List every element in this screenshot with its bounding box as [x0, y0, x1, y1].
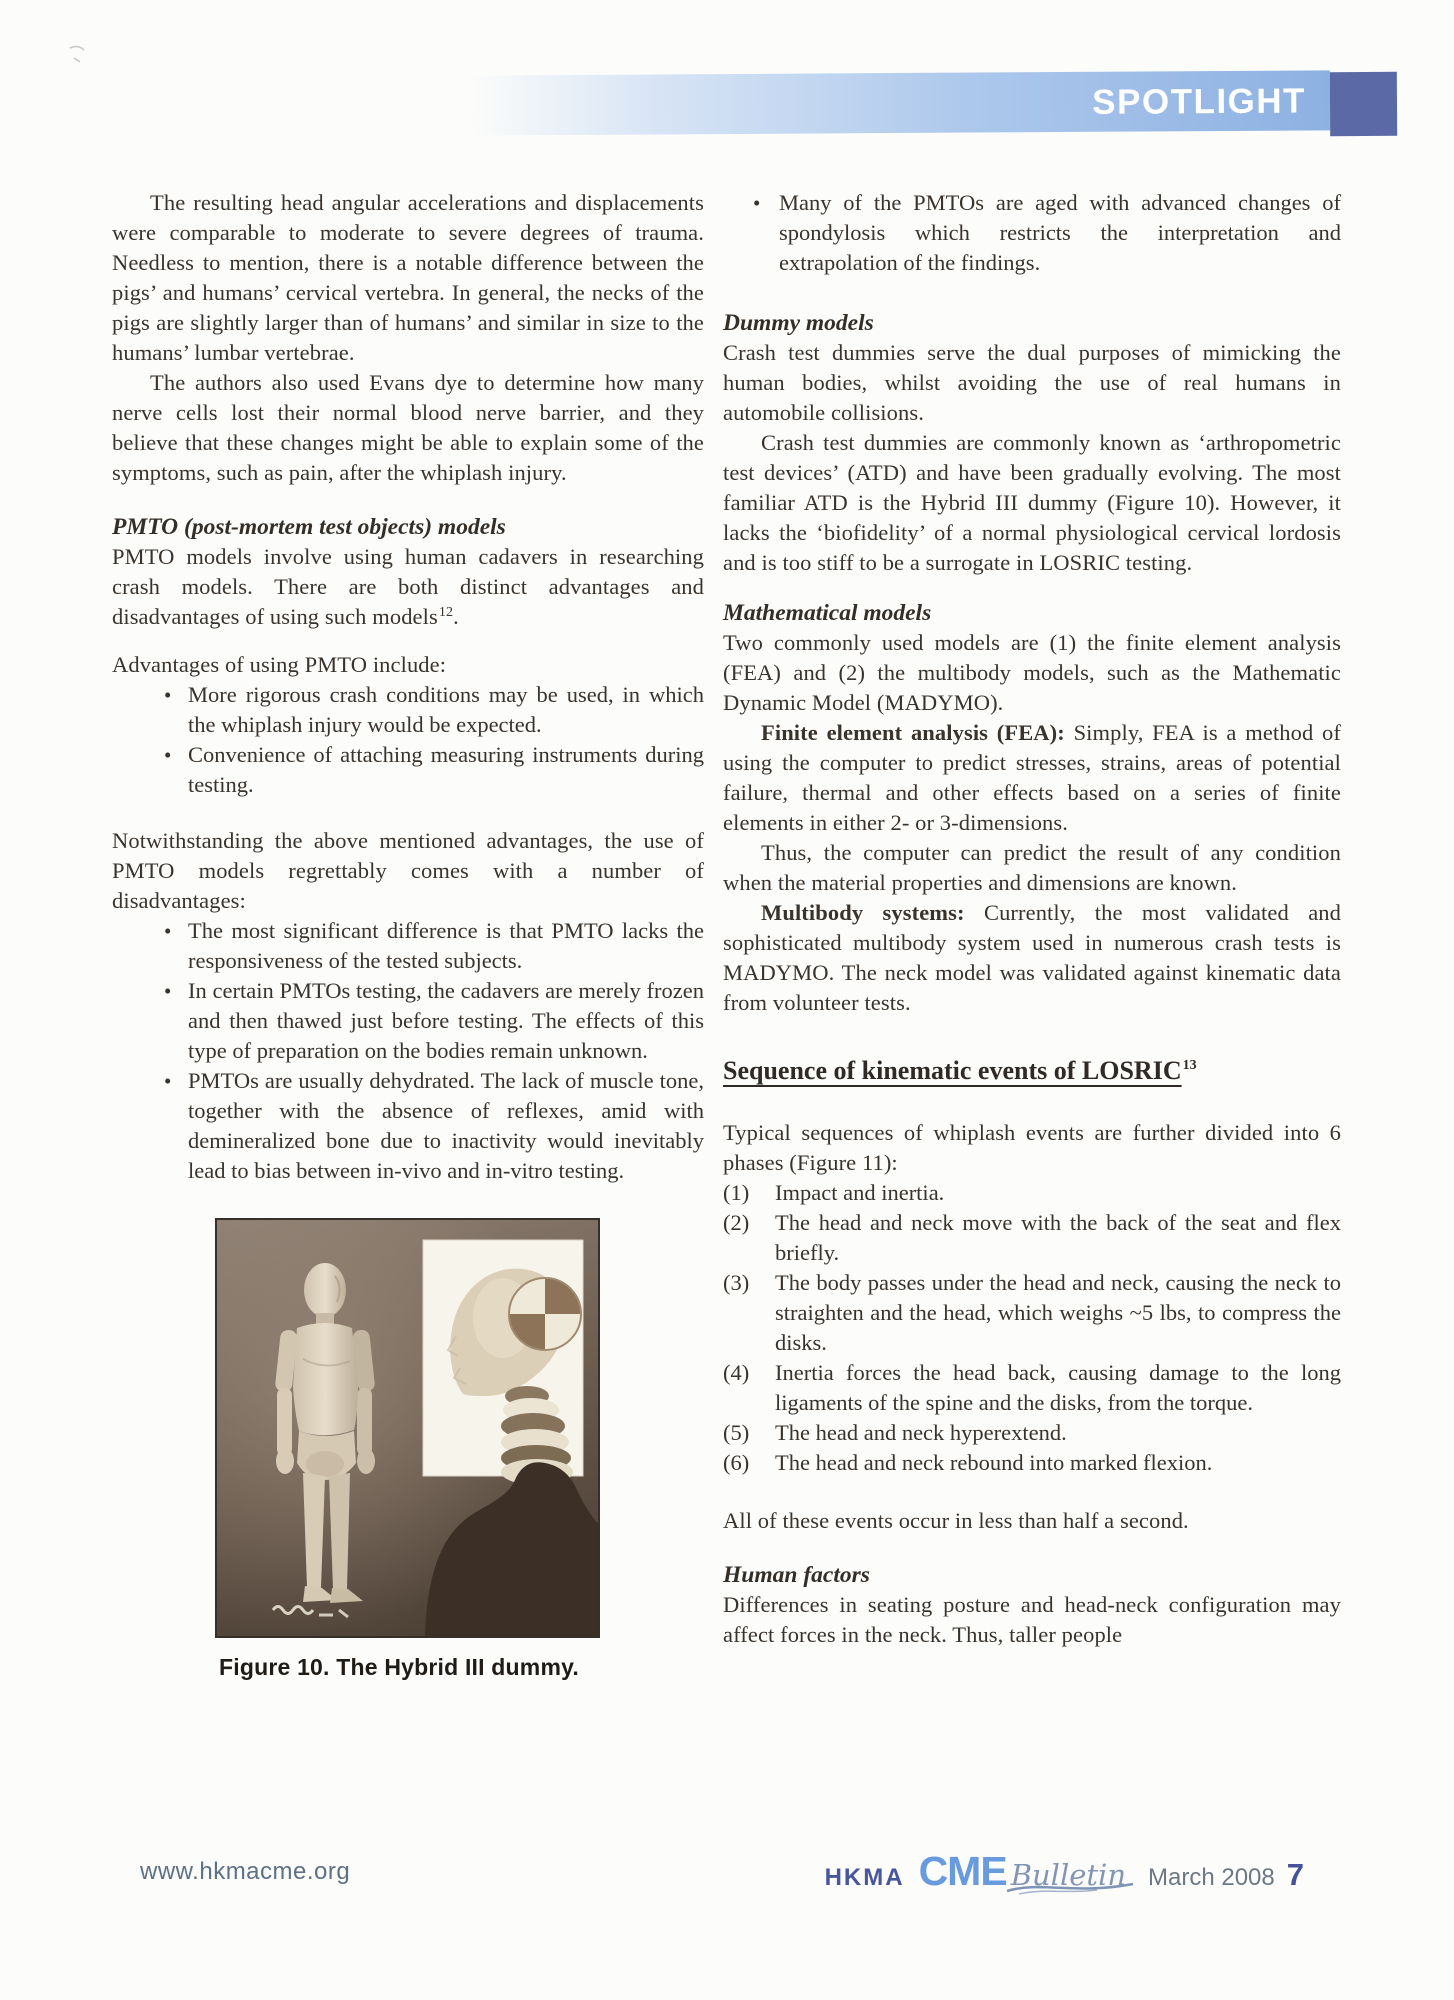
- bulletin-underline-swoosh: [1005, 1878, 1137, 1896]
- spotlight-title: SPOTLIGHT: [1092, 81, 1307, 122]
- paragraph-pig-trauma: The resulting head angular accelerations and displacements were comparable to moderate to severe degrees of trauma. Needless to mention, there is a notable difference between the pigs’ and humans’ cervical vertebra. In general, the necks of the pigs are slightly larger than of humans’ and similar in size to the humans’ lumbar vertebrae.: [112, 190, 704, 365]
- paragraph-two-models: Two commonly used models are (1) the finite element analysis (FEA) and (2) the multibody models, such as the Mathematic Dynamic Model (MADYMO).: [723, 630, 1341, 715]
- hkma-wordmark: HKMA: [824, 1864, 905, 1891]
- disadvantages-list: [112, 916, 704, 1186]
- paragraph-multibody: [723, 898, 1341, 1018]
- paragraph-half-second: All of these events occur in less than half a second.: [723, 1508, 1189, 1533]
- bulletin-wordmark: [1011, 1858, 1126, 1892]
- heading-mathematical-models: Mathematical models: [723, 600, 932, 626]
- figure-10-photo: [215, 1218, 600, 1638]
- paragraph-fea: [723, 718, 1341, 838]
- list-item: • More rigorous crash conditions may be used, in which the whiplash injury would be expected.: [112, 680, 704, 740]
- phase-text: Inertia forces the head back, causing damage to the long ligaments of the spine and the disks, from the torque.: [775, 1360, 1341, 1415]
- figure-10: [215, 1218, 600, 1681]
- page-footer: [0, 1848, 1454, 1908]
- list-item: • The most significant difference is that PMTO lacks the responsiveness of the tested subjects.: [112, 916, 704, 976]
- list-item: • Many of the PMTOs are aged with advanced changes of spondylosis which restricts the interpretation and extrapolation of the findings.: [723, 188, 1341, 278]
- paragraph-disadvantages-lead: Notwithstanding the above mentioned advantages, the use of PMTO models regrettably comes with a number of disadvantages:: [112, 828, 704, 913]
- phase-text: The head and neck move with the back of the seat and flex briefly.: [775, 1210, 1341, 1265]
- fea-body-text: Simply, FEA is a method of using the computer to predict stresses, strains, areas of potential failure, thermal and other effects based on a series of finite elements in either 2- or 3-dimensions.: [723, 720, 1341, 835]
- list-item: [723, 1268, 1341, 1358]
- phase-text: The body passes under the head and neck, causing the neck to straighten and the head, which weighs ~5 lbs, to compress the disks.: [775, 1270, 1341, 1355]
- paragraph-human-factors: Differences in seating posture and head-neck configuration may affect forces in the neck. Thus, taller people: [723, 1592, 1341, 1647]
- bulletin-text: Bulletin: [1010, 1858, 1126, 1892]
- heading-sequence-text: Sequence of kinematic events of LOSRIC: [723, 1056, 1182, 1085]
- paragraph-evans-dye: The authors also used Evans dye to determine how many nerve cells lost their normal blood nerve barrier, and they believe that these changes might be able to explain some of the symptoms, such as pain, after the whiplash injury.: [112, 370, 704, 485]
- list-item: [723, 1208, 1341, 1268]
- list-item: • In certain PMTOs testing, the cadavers are merely frozen and then thawed just before testing. The effects of this type of preparation on the bodies remain unknown.: [112, 976, 704, 1066]
- calibration-target-icon: [509, 1278, 581, 1350]
- list-item: [723, 1448, 1341, 1478]
- paragraph-advantages-lead: Advantages of using PMTO include:: [112, 652, 447, 677]
- paragraph-pmto-intro-text: PMTO models involve using human cadavers in researching crash models. There are both distinct advantages and disadvantages of using such models: [112, 544, 704, 629]
- inset-head-closeup: [423, 1240, 600, 1638]
- paragraph-computer-predict: Thus, the computer can predict the result of any condition when the material properties and dimensions are known.: [723, 840, 1341, 895]
- heading-dummy-models: Dummy models: [723, 310, 874, 336]
- list-item: • Convenience of attaching measuring instruments during testing.: [112, 740, 704, 800]
- heading-human-factors: Human factors: [723, 1562, 870, 1588]
- cme-wordmark: CME: [918, 1848, 1007, 1894]
- page-number: 7: [1286, 1857, 1304, 1892]
- heading-sequence-kinematic: [723, 1054, 1341, 1088]
- footer-url: www.hkmacme.org: [140, 1858, 351, 1885]
- multibody-lead-label: Multibody systems:: [761, 900, 965, 925]
- phase-number: (2): [723, 1210, 750, 1235]
- paragraph-phases-intro: Typical sequences of whiplash events are further divided into 6 phases (Figure 11):: [723, 1120, 1341, 1175]
- footnote-ref-13: 13: [1182, 1058, 1197, 1074]
- list-item: [723, 1358, 1341, 1418]
- issue-date: March 2008: [1148, 1864, 1275, 1891]
- phase-text: Impact and inertia.: [775, 1180, 945, 1205]
- heading-pmto-models: PMTO (post-mortem test objects) models: [112, 514, 506, 540]
- left-column: [112, 188, 704, 1681]
- phase-number: (3): [723, 1270, 750, 1295]
- whiplash-phases-list: [723, 1178, 1341, 1478]
- list-item: [723, 1418, 1341, 1448]
- figure-10-caption: Figure 10. The Hybrid III dummy.: [219, 1654, 579, 1680]
- cme-bulletin-logo: [825, 1848, 1304, 1895]
- banner-endcap-block: [1330, 72, 1397, 136]
- list-item: • PMTOs are usually dehydrated. The lack of muscle tone, together with the absence of reflexes, amid with demineralized bone due to inactivity would inevitably lead to bias between in-vivo and in-vitro testing.: [112, 1066, 704, 1186]
- spotlight-banner: [468, 70, 1330, 135]
- pencil-scribble-mark: [64, 42, 94, 73]
- paragraph-atd: Crash test dummies are commonly known as ‘arthropometric test devices’ (ATD) and have been gradually evolving. The most familiar ATD is the Hybrid III dummy (Figure 10). However, it lacks the ‘biofidelity’ of a normal physiological cervical lordosis and is too stiff to be a surrogate in LOSRIC testing.: [723, 430, 1341, 575]
- fea-lead-label: Finite element analysis (FEA):: [761, 720, 1065, 745]
- right-column: [723, 188, 1341, 1650]
- paragraph-pmto-intro-period: .: [453, 604, 459, 629]
- phase-number: (6): [723, 1450, 750, 1475]
- phase-text: The head and neck rebound into marked flexion.: [775, 1450, 1213, 1475]
- paragraph-pmto-intro: [112, 542, 704, 632]
- phase-number: (1): [723, 1180, 750, 1205]
- advantages-list: [112, 680, 704, 800]
- list-item: [723, 1178, 1341, 1208]
- phase-number: (5): [723, 1420, 750, 1445]
- disadvantages-list-continued: [723, 188, 1341, 278]
- footnote-ref-12: 12: [438, 604, 454, 620]
- phase-number: (4): [723, 1360, 750, 1385]
- multibody-body-text: Currently, the most validated and sophisticated multibody system used in numerous crash tests is MADYMO. The neck model was validated against kinematic data from volunteer tests.: [723, 900, 1341, 1015]
- paragraph-dummy-purpose: Crash test dummies serve the dual purposes of mimicking the human bodies, whilst avoiding the use of real humans in automobile collisions.: [723, 340, 1341, 425]
- phase-text: The head and neck hyperextend.: [775, 1420, 1067, 1445]
